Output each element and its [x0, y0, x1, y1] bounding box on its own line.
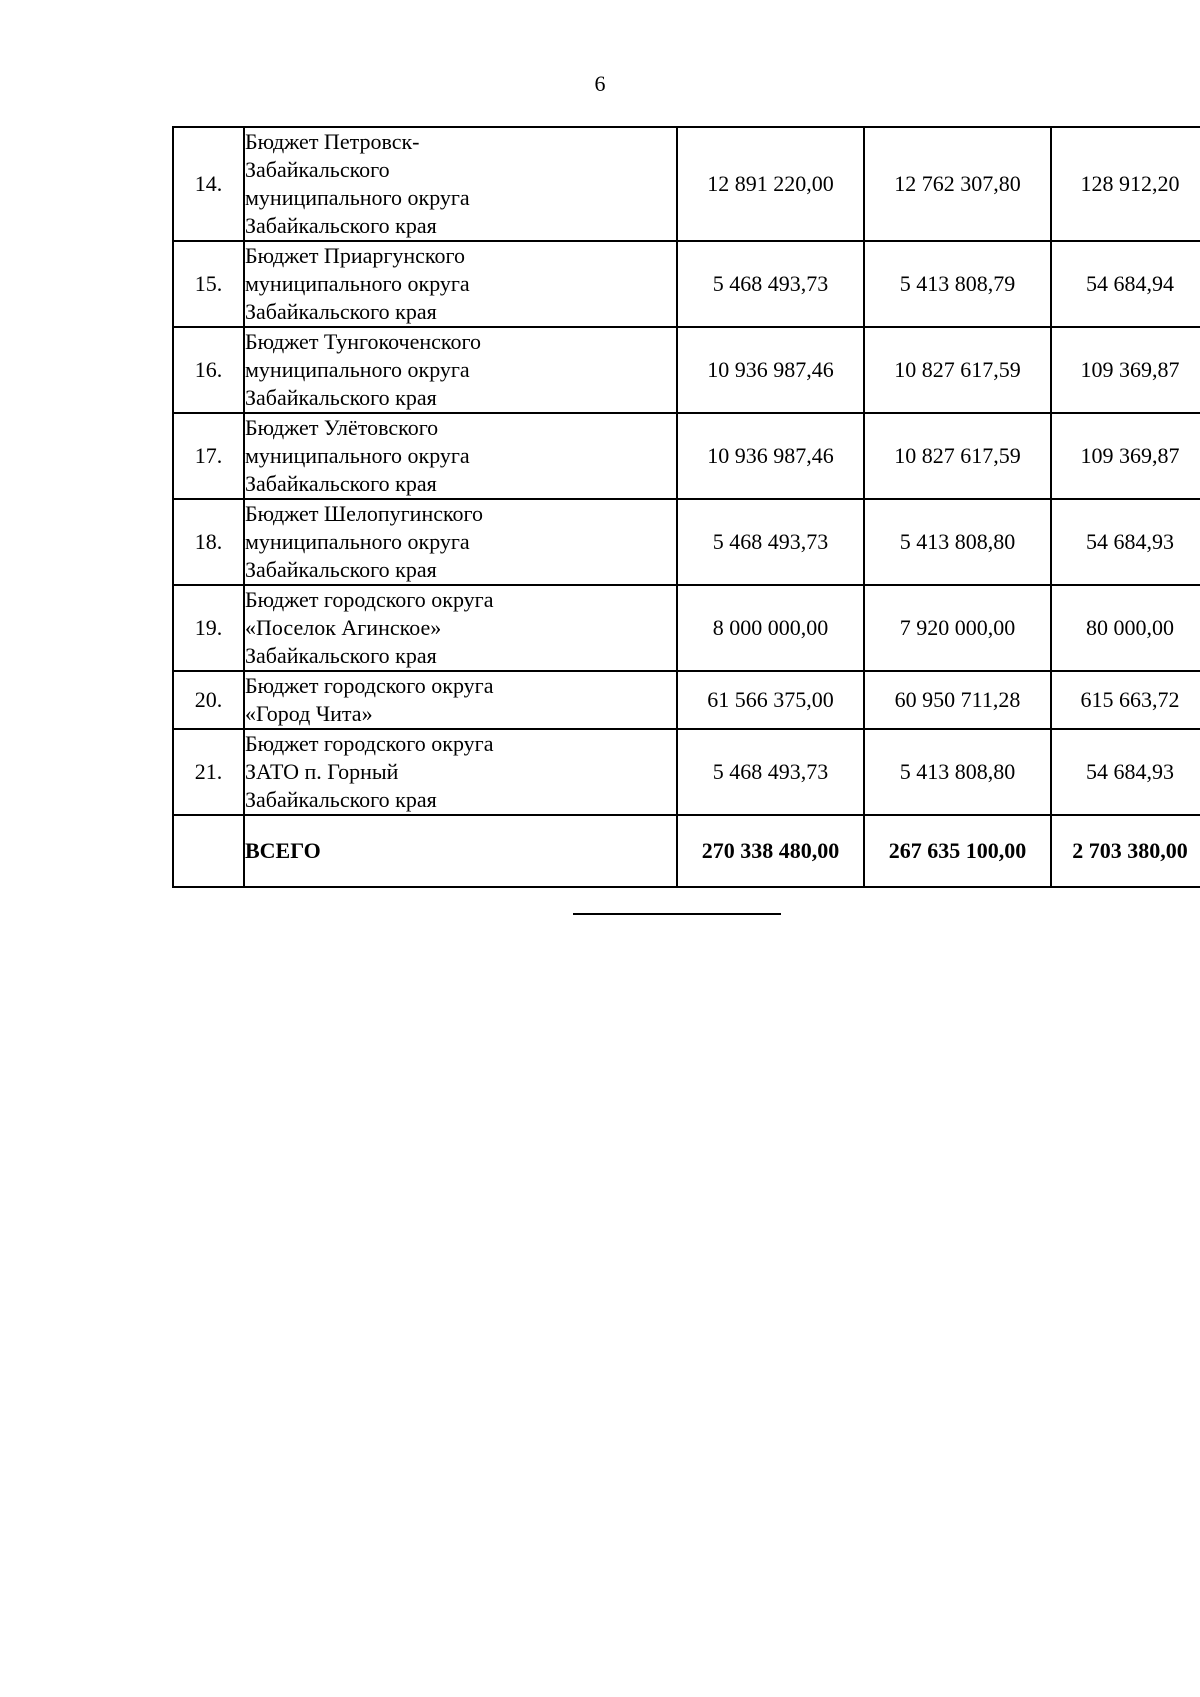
- end-of-table-rule: [573, 913, 781, 915]
- row-amount-col2: 5 413 808,79: [864, 241, 1051, 327]
- budget-name-line: Бюджет Шелопугинского: [245, 501, 484, 526]
- budget-distribution-table: [172, 126, 1200, 888]
- budget-name-line: муниципального округа: [245, 443, 470, 468]
- table-row: [173, 585, 1200, 671]
- total-row: [173, 815, 1200, 887]
- budget-name-line: Забайкальского края: [245, 557, 437, 582]
- row-amount-col1: 5 468 493,73: [677, 499, 864, 585]
- row-budget-name: [244, 729, 677, 815]
- row-budget-name: [244, 671, 677, 729]
- table-row: [173, 241, 1200, 327]
- budget-name-line: Забайкальского: [245, 157, 390, 182]
- row-amount-col2: 12 762 307,80: [864, 127, 1051, 241]
- row-amount-col2: 60 950 711,28: [864, 671, 1051, 729]
- budget-name-line: муниципального округа: [245, 271, 470, 296]
- budget-name-line: «Поселок Агинское»: [245, 615, 442, 640]
- row-budget-name: [244, 499, 677, 585]
- row-budget-name: [244, 327, 677, 413]
- total-row-label: ВСЕГО: [244, 815, 677, 887]
- row-amount-col3: 54 684,94: [1051, 241, 1200, 327]
- row-amount-col3: 54 684,93: [1051, 499, 1200, 585]
- budget-name-line: Забайкальского края: [245, 787, 437, 812]
- row-budget-name: [244, 241, 677, 327]
- budget-name-line: Бюджет Приаргунского: [245, 243, 465, 268]
- row-number: 14.: [173, 127, 244, 241]
- total-row-col3: 2 703 380,00: [1051, 815, 1200, 887]
- budget-name-line: «Город Чита»: [245, 701, 373, 726]
- table-row: [173, 327, 1200, 413]
- budget-name-line: Забайкальского края: [245, 213, 437, 238]
- row-number: 19.: [173, 585, 244, 671]
- row-amount-col3: 615 663,72: [1051, 671, 1200, 729]
- budget-name-line: Бюджет городского округа: [245, 587, 494, 612]
- row-amount-col3: 109 369,87: [1051, 327, 1200, 413]
- budget-name-line: ЗАТО п. Горный: [245, 759, 399, 784]
- budget-name-line: Забайкальского края: [245, 643, 437, 668]
- budget-name-line: муниципального округа: [245, 185, 470, 210]
- row-amount-col1: 12 891 220,00: [677, 127, 864, 241]
- row-amount-col3: 54 684,93: [1051, 729, 1200, 815]
- row-amount-col3: 128 912,20: [1051, 127, 1200, 241]
- row-amount-col2: 7 920 000,00: [864, 585, 1051, 671]
- budget-name-line: Бюджет Улётовского: [245, 415, 439, 440]
- row-amount-col1: 10 936 987,46: [677, 327, 864, 413]
- row-amount-col3: 80 000,00: [1051, 585, 1200, 671]
- table-row: [173, 499, 1200, 585]
- row-number: 17.: [173, 413, 244, 499]
- row-number: 16.: [173, 327, 244, 413]
- row-amount-col2: 10 827 617,59: [864, 413, 1051, 499]
- table-row: [173, 729, 1200, 815]
- budget-name-line: Бюджет городского округа: [245, 673, 494, 698]
- table-row: [173, 413, 1200, 499]
- budget-name-line: муниципального округа: [245, 357, 470, 382]
- total-row-col2: 267 635 100,00: [864, 815, 1051, 887]
- row-number: 18.: [173, 499, 244, 585]
- row-number: 15.: [173, 241, 244, 327]
- row-budget-name: [244, 413, 677, 499]
- row-amount-col2: 5 413 808,80: [864, 499, 1051, 585]
- row-amount-col1: 5 468 493,73: [677, 241, 864, 327]
- row-amount-col2: 5 413 808,80: [864, 729, 1051, 815]
- row-number: 21.: [173, 729, 244, 815]
- row-amount-col1: 61 566 375,00: [677, 671, 864, 729]
- table-body: [173, 127, 1200, 887]
- row-budget-name: [244, 127, 677, 241]
- row-amount-col1: 10 936 987,46: [677, 413, 864, 499]
- row-number: 20.: [173, 671, 244, 729]
- budget-name-line: Забайкальского края: [245, 385, 437, 410]
- row-budget-name: [244, 585, 677, 671]
- row-amount-col3: 109 369,87: [1051, 413, 1200, 499]
- page-number: 6: [594, 71, 606, 96]
- budget-name-line: Бюджет Тунгокоченского: [245, 329, 481, 354]
- total-row-number: [173, 815, 244, 887]
- budget-name-line: муниципального округа: [245, 529, 470, 554]
- budget-name-line: Забайкальского края: [245, 299, 437, 324]
- row-amount-col1: 8 000 000,00: [677, 585, 864, 671]
- budget-name-line: Бюджет городского округа: [245, 731, 494, 756]
- row-amount-col1: 5 468 493,73: [677, 729, 864, 815]
- row-amount-col2: 10 827 617,59: [864, 327, 1051, 413]
- total-row-col1: 270 338 480,00: [677, 815, 864, 887]
- budget-name-line: Бюджет Петровск-: [245, 129, 420, 154]
- table-row: [173, 671, 1200, 729]
- table-row: [173, 127, 1200, 241]
- budget-name-line: Забайкальского края: [245, 471, 437, 496]
